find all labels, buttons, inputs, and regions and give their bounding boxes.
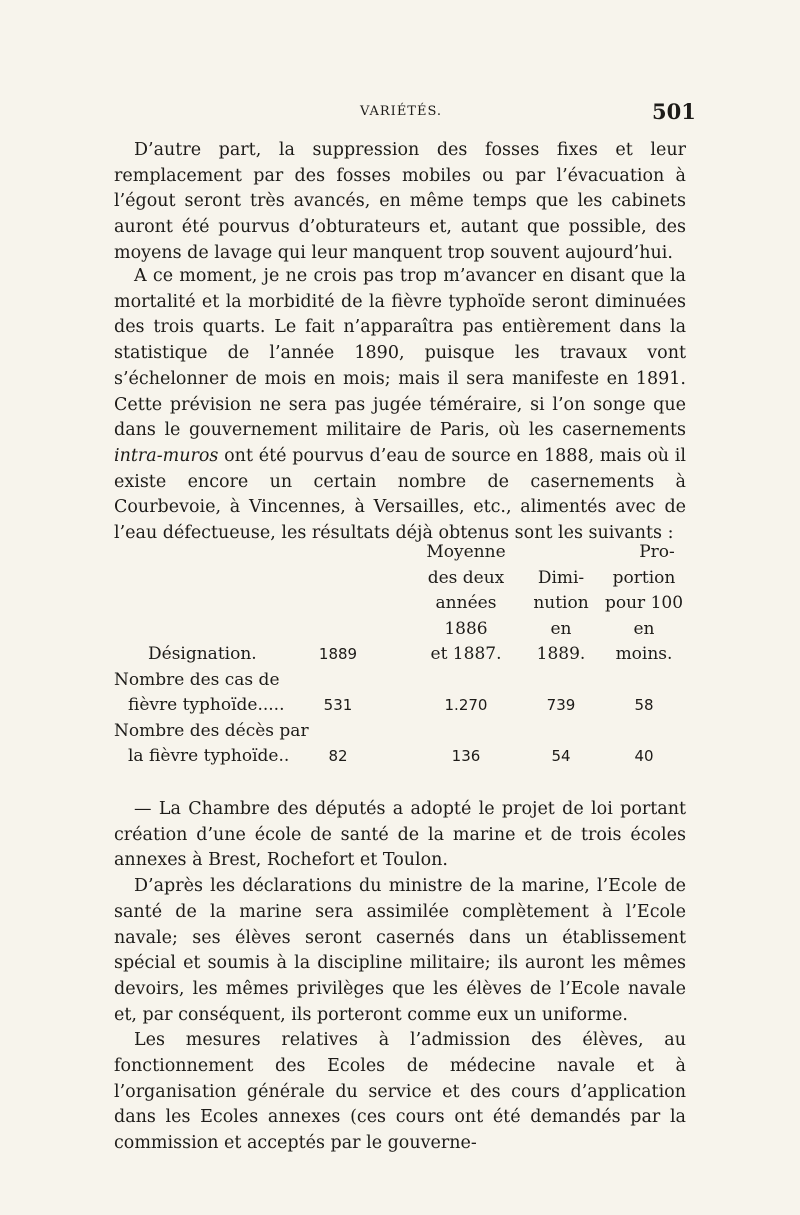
header-line: pour 100	[604, 593, 684, 613]
paragraph-text	[114, 264, 686, 547]
cell-year: 531	[323, 696, 353, 714]
cell-proportion: 58	[634, 696, 654, 714]
statistics-table	[114, 540, 690, 770]
header-line: et 1887.	[430, 644, 502, 664]
paragraph-text-part: ont été pourvus d’eau de source en 1888, mais où il existe encore un certain nombre de casernements à Courbevoie, à Vincennes, à Versailles, etc., alimentés avec de l’eau défectueuse, les résultats déjà obtenus sont les suivants :	[114, 445, 686, 544]
cell-moyenne: 1.270	[444, 696, 488, 714]
italic-term: intra-muros	[114, 445, 219, 466]
paragraph-suppression-fosses	[114, 138, 686, 267]
row-label	[114, 668, 285, 719]
header-line: nution	[533, 593, 589, 613]
header-line: en	[633, 618, 655, 639]
running-title: VARIÉTÉS.	[360, 104, 443, 119]
paragraph-mesures: Les mesures relatives à l’admission des élèves, au fonctionnement des Ecoles de médecine navale et à l’organisation générale du service et des cours d’application dans les Ecoles annexes (ces cours ont été demandés par la commission et acceptés par le gouverne-	[114, 1030, 686, 1154]
paragraph-chambre: — La Chambre des députés a adopté le projet de loi portant création d’une école de santé de la marine et de trois écoles annexes à Brest, Rochefort et Toulon.	[114, 799, 686, 871]
header-designation: Désignation.	[148, 644, 257, 664]
row-label-line: la fièvre typhoïde..	[128, 746, 290, 766]
row-label-line: Nombre des cas de	[114, 669, 280, 690]
page-number: 501	[652, 99, 696, 124]
header-proportion	[598, 540, 690, 668]
row-label	[114, 719, 309, 770]
header-diminution	[516, 566, 606, 668]
header-line: des deux	[427, 567, 505, 588]
header-line: en	[550, 618, 572, 639]
header-line: portion	[612, 567, 676, 588]
row-label-line: Nombre des décès par	[114, 720, 309, 741]
cell-year: 82	[328, 747, 348, 765]
cell-moyenne: 136	[451, 747, 481, 765]
paragraph-text-part: A ce moment, je ne crois pas trop m’avancer en disant que la mortalité et la morbidité de la fièvre typhoïde seront diminuées des trois quarts. Le fait n’apparaîtra pas entièrement dans la statistique de l’année 1890, puisque les travaux vont s’échelonner de mois en mois; mais il sera manifeste en 1891. Cette prévision ne sera pas jugée téméraire, si l’on songe que dans le gouvernement militaire de Paris, où les casernements	[114, 266, 686, 441]
cell-diminution: 739	[546, 696, 576, 714]
header-line: Pro-	[639, 542, 675, 562]
paragraph-mortalite	[114, 264, 686, 547]
header-line: Dimi-	[537, 567, 585, 588]
header-line: Moyenne	[426, 542, 506, 562]
cell-proportion: 40	[634, 747, 654, 765]
paragraph-declarations: D’après les déclarations du ministre de la marine, l’Ecole de santé de la marine sera assimilée complètement à l’Ecole navale; ses élèves seront casernés dans un établissement spécial et soumis à la discipline militaire; ils auront les mêmes devoirs, les mêmes privilèges que les élèves de l’Ecole navale et, par conséquent, ils porteront comme eux un uniforme.	[114, 876, 686, 1025]
header-year: 1889	[318, 645, 358, 663]
header-line: moins.	[615, 644, 673, 664]
header-moyenne	[406, 540, 526, 668]
header-line: 1886	[444, 618, 488, 639]
header-line: 1889.	[536, 644, 586, 664]
header-line: années	[435, 593, 497, 613]
section-ecole-sante	[114, 797, 686, 1157]
paragraph-text: D’autre part, la suppression des fosses fixes et leur remplacement par des fosses mobiles ou par l’évacuation à l’égout seront très avancés, en même temps que les cabinets auront été pourvus d’obturateurs et, autant que possible, des moyens de lavage qui leur manquent trop souvent aujourd’hui.	[114, 140, 686, 263]
row-label-line: fièvre typhoïde.....	[128, 695, 285, 715]
cell-diminution: 54	[551, 747, 571, 765]
